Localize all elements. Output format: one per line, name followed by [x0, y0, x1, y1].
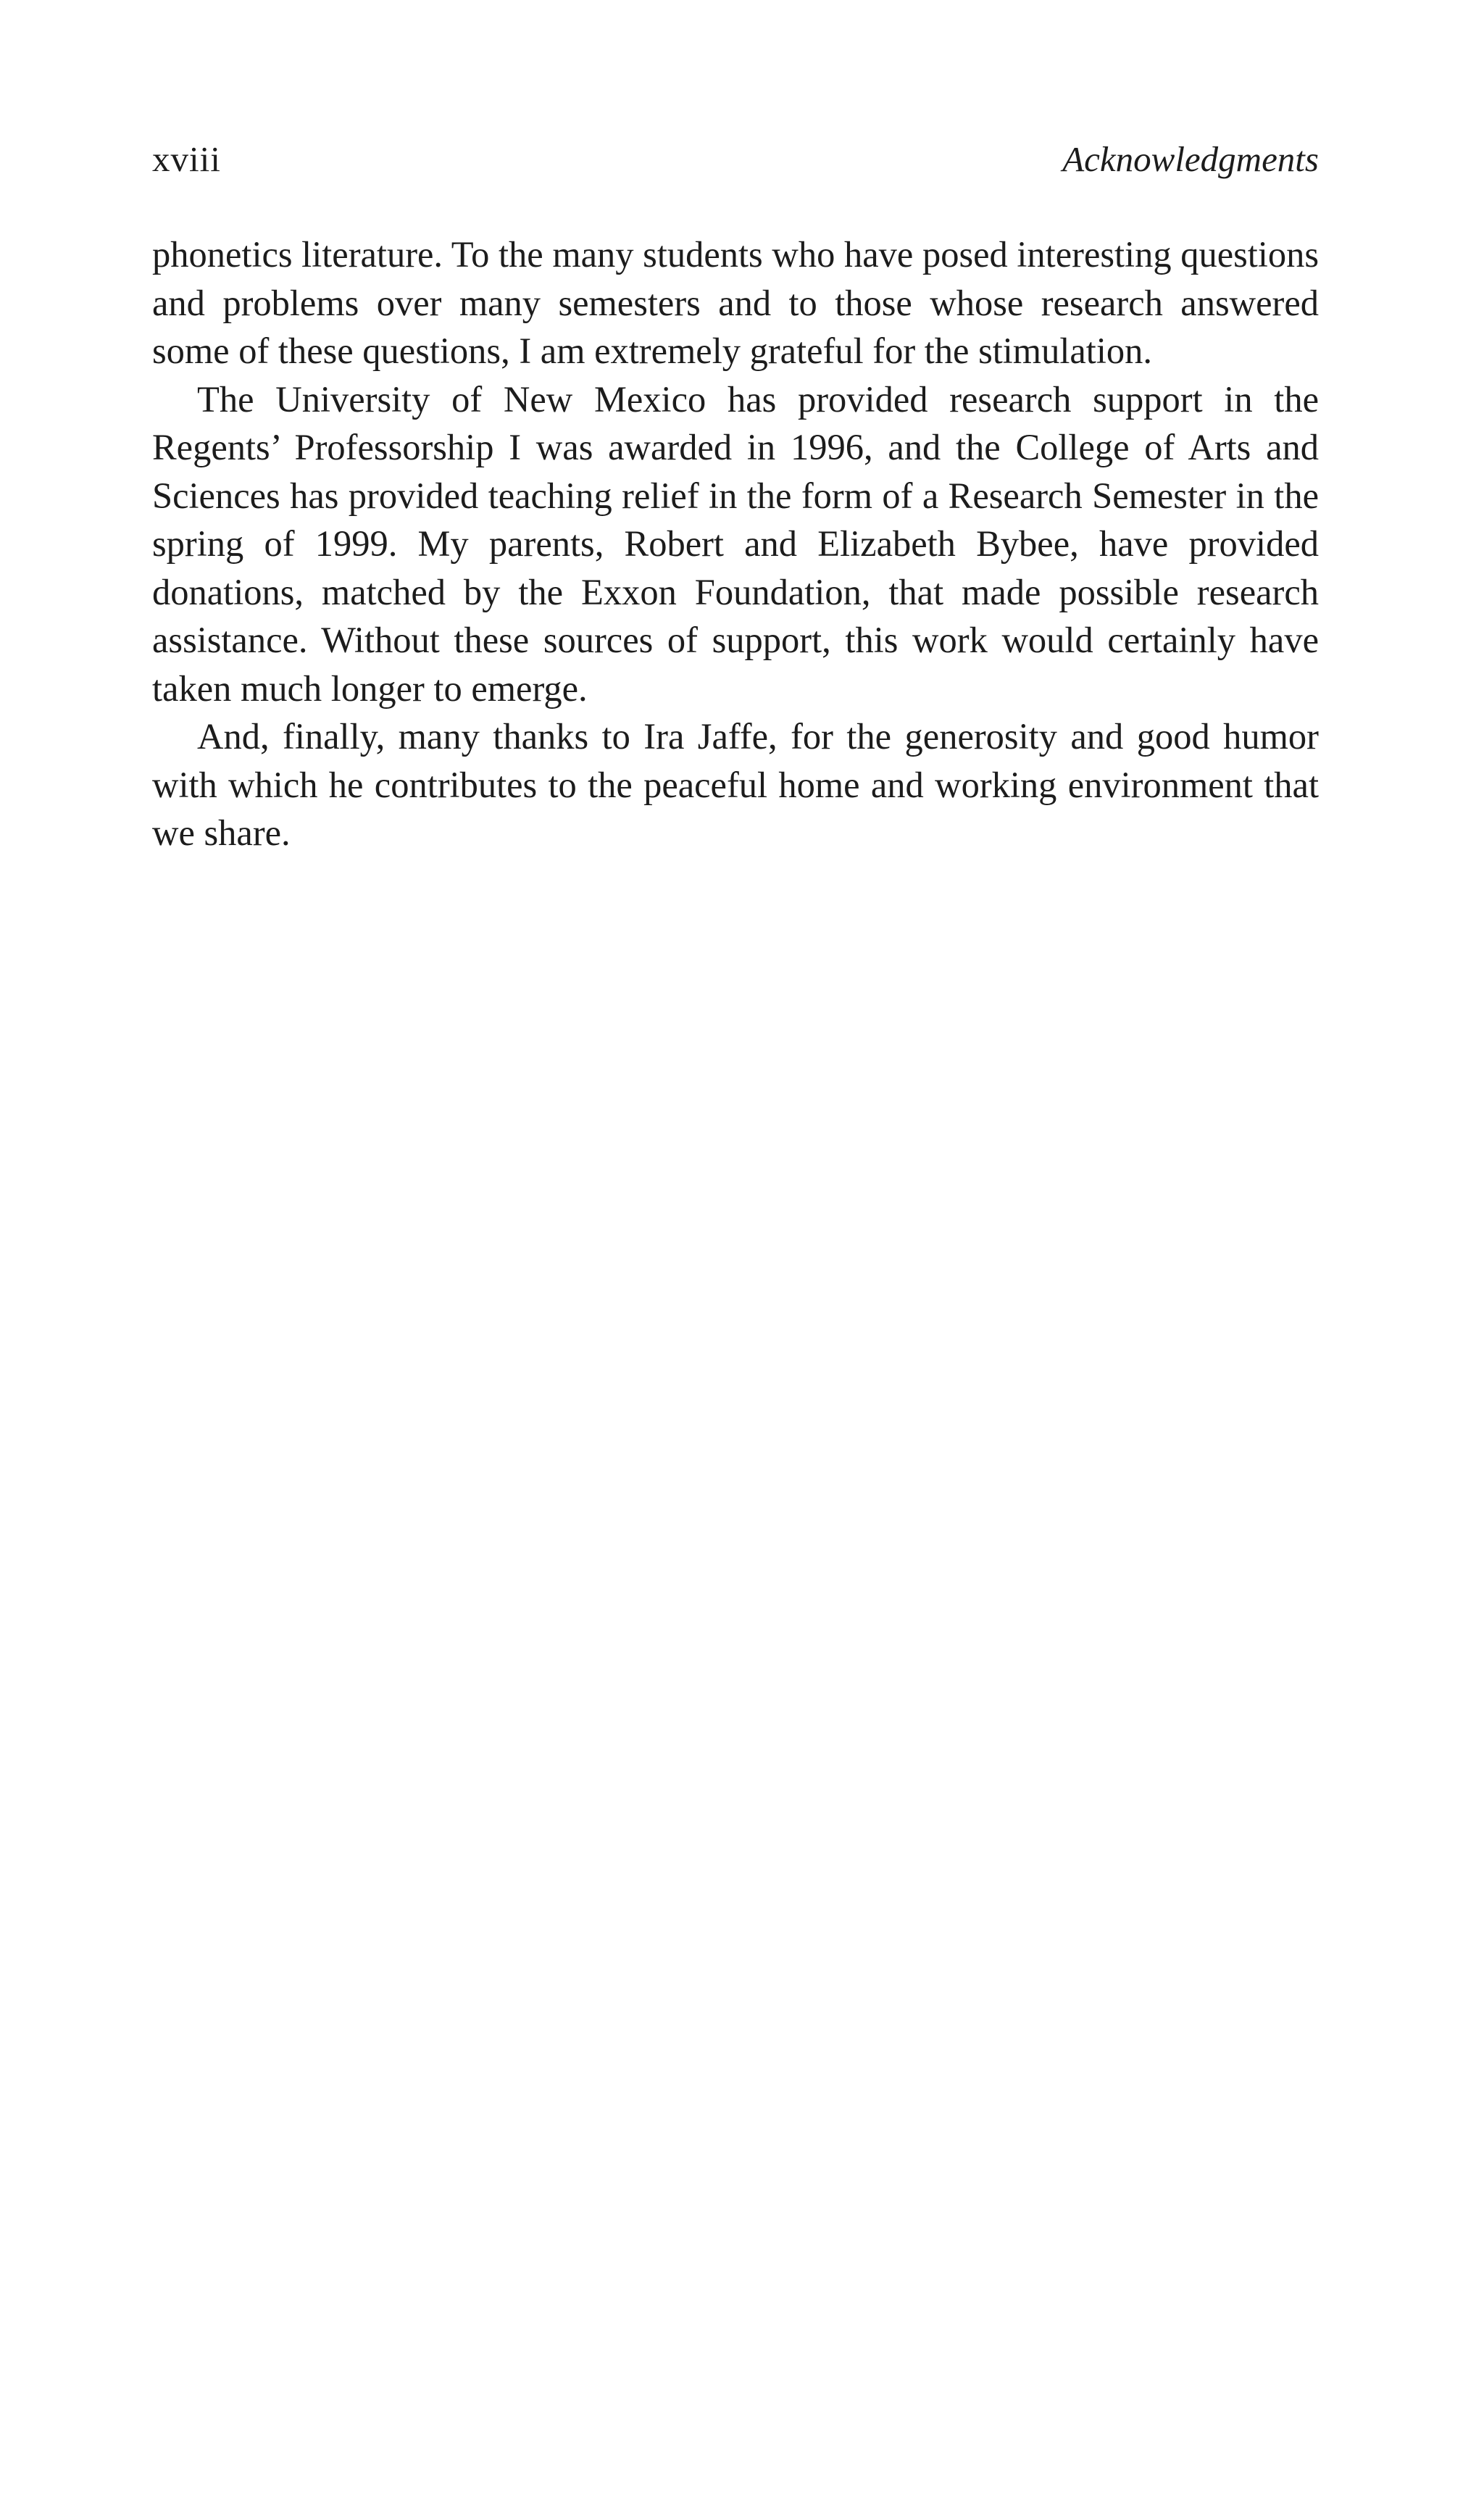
paragraph-continuation: phonetics literature. To the many students who have posed interesting questions and problems over many semesters and to those whose research answered some of these questions, I am extremely grateful for the stimulation.	[152, 234, 1319, 371]
body-text	[152, 230, 1319, 857]
paragraph-research-support: The University of New Mexico has provided research support in the Regents’ Professorship I was awarded in 1996, and the College of Arts and Sciences has provided teaching relief in the form of a Research Semester in the spring of 1999. My parents, Robert and Elizabeth Bybee, have provided donations, matched by the Exxon Foundation, that made possible research assistance. Without these sources of support, this work would certainly have taken much longer to emerge.	[152, 378, 1319, 709]
paragraph-final-thanks: And, finally, many thanks to Ira Jaffe, for the generosity and good humor with which he contributes to the peaceful home and working environment that we share.	[152, 716, 1319, 853]
running-title: Acknowledgments	[1062, 139, 1319, 179]
running-head	[152, 138, 1319, 181]
page-number: xviii	[152, 139, 221, 179]
